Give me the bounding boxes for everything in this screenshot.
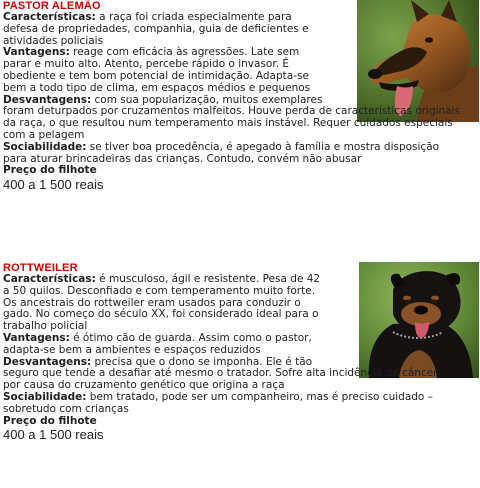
caracteristicas-line-1: Características: é musculoso, ágil e resistente. Pesa de 42	[3, 273, 321, 285]
desvantagens-line: por causa do cruzamento genético que origina a raça	[3, 379, 285, 392]
sociabilidade-line: sobretudo com crianças	[3, 402, 129, 415]
vantagens-line-1: Vantagens: reage com eficácia às agressões. Late sem	[3, 46, 300, 59]
vantagens-label: Vantagens:	[3, 46, 70, 59]
desvantagens-line: com a pelagem	[3, 128, 85, 141]
breed-description	[3, 12, 460, 192]
vantagens-line: bem a todo tipo de clima, em espaços médios e pequenos	[3, 81, 311, 94]
desvantagens-label: Desvantagens:	[3, 355, 92, 368]
caracteristicas-line: defesa de propriedades, companhia, guia de deficientes e	[3, 22, 309, 35]
desvantagens-line: foram deturpados por cruzamentos malfeitos. Houve perda de características originais	[3, 105, 461, 118]
preco-value: 400 a 1 500 reais	[3, 427, 104, 443]
desvantagens-line-1: Desvantagens: com sua popularização, muitos exemplares	[3, 93, 323, 106]
desvantagens-line: seguro que tende a desafiar até mesmo o tratador. Sofre alta incidência de câncer,	[3, 367, 441, 380]
breed-description	[3, 274, 441, 442]
desvantagens-label: Desvantagens:	[3, 93, 92, 106]
preco-value: 400 a 1 500 reais	[3, 177, 104, 193]
sociabilidade-label: Sociabilidade:	[3, 140, 87, 153]
caracteristicas-label: Características:	[3, 11, 96, 23]
preco-label: Preço do filhote	[3, 414, 97, 427]
sociabilidade-line-1: Sociabilidade: se tiver boa procedência, é apegado à família e mostra disposição	[3, 140, 440, 153]
sociabilidade-label: Sociabilidade:	[3, 390, 87, 403]
caracteristicas-line: trabalho policial	[3, 320, 88, 333]
desvantagens-line: da raça, o que resultou num temperamento mais instável. Requer cuidados especiais	[3, 117, 453, 130]
desvantagens-line-1: Desvantagens: precisa que o dono se imponha. Ele é tão	[3, 355, 313, 368]
vantagens-line: parar e muito alto. Atento, percebe rápido o invasor. É	[3, 58, 290, 71]
vantagens-label: Vantagens:	[3, 331, 70, 344]
caracteristicas-line: Os ancestrais do rottweiler eram usados para conduzir o	[3, 296, 301, 309]
caracteristicas-line: gado. No começo do século XX, foi considerado ideal para o	[3, 308, 319, 321]
vantagens-line: adapta-se bem a ambientes e espaços reduzidos	[3, 343, 261, 356]
vantagens-line-1: Vantagens: é ótimo cão de guarda. Assim como o pastor,	[3, 331, 312, 344]
sociabilidade-line-1: Sociabilidade: bem tratado, pode ser um companheiro, mas é preciso cuidado –	[3, 390, 433, 403]
caracteristicas-line: a 50 quilos. Desconfiado e com temperamento muito forte.	[3, 284, 316, 297]
preco-label: Preço do filhote	[3, 164, 97, 177]
breed-title: ROTTWEILER	[3, 262, 78, 274]
sociabilidade-line: para aturar brincadeiras das crianças. Contudo, convém não abusar	[3, 152, 362, 165]
vantagens-line: obediente e tem bom potencial de intimidação. Adapta-se	[3, 69, 309, 82]
caracteristicas-label: Características:	[3, 273, 96, 285]
caracteristicas-line: atividades policiais	[3, 34, 104, 47]
caracteristicas-line-1: Características: a raça foi criada especialmente para	[3, 11, 292, 23]
breed-title: PASTOR ALEMÃO	[3, 0, 101, 12]
